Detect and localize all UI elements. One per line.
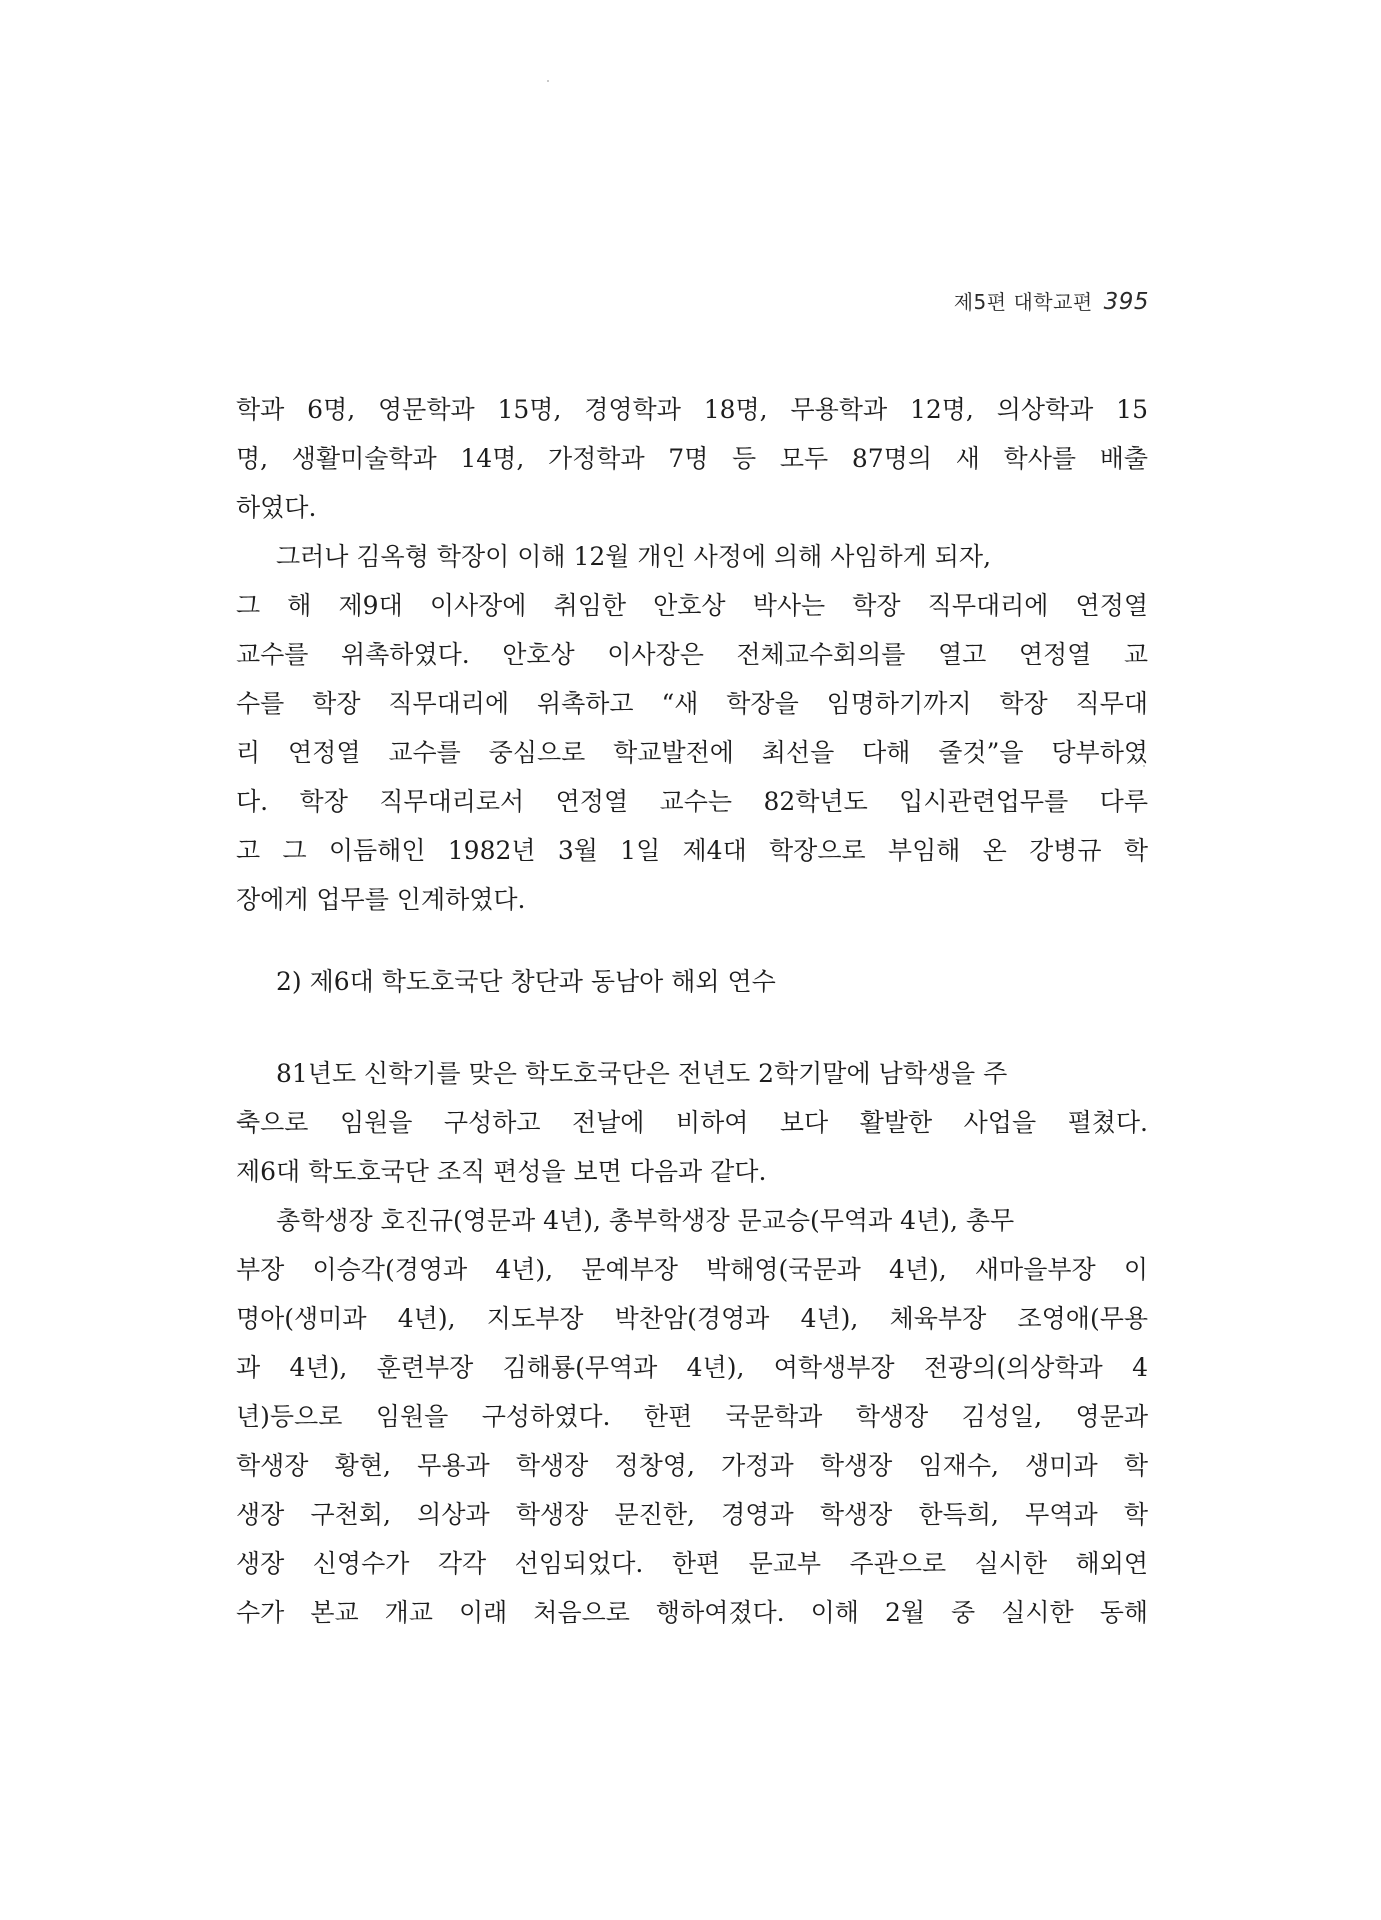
text-line: 장에게 업무를 인계하였다. bbox=[236, 885, 526, 914]
page-number: 395 bbox=[1103, 289, 1149, 315]
text-line: 수를 학장 직무대리에 위촉하고 “새 학장을 임명하기까지 학장 직무대 bbox=[236, 689, 1148, 718]
text-line: 81년도 신학기를 맞은 학도호국단은 전년도 2학기말에 남학생을 주 bbox=[276, 1059, 1008, 1088]
text-line: 축으로 임원을 구성하고 전날에 비하여 보다 활발한 사업을 펼쳤다. bbox=[236, 1108, 1148, 1137]
section-title: 제5편 대학교편 bbox=[953, 290, 1093, 314]
running-header bbox=[954, 286, 1149, 315]
text-line: 생장 신영수가 각각 선임되었다. 한편 문교부 주관으로 실시한 해외연 bbox=[236, 1549, 1148, 1578]
body-text bbox=[236, 390, 1148, 1642]
text-line: 고 그 이듬해인 1982년 3월 1일 제4대 학장으로 부임해 온 강병규 학 bbox=[236, 836, 1148, 865]
text-line: 그 해 제9대 이사장에 취임한 안호상 박사는 학장 직무대리에 연정열 bbox=[236, 591, 1148, 620]
scan-speck bbox=[547, 80, 549, 82]
text-line: 과 4년), 훈련부장 김해룡(무역과 4년), 여학생부장 전광의(의상학과 4 bbox=[236, 1353, 1148, 1382]
text-line: 하였다. bbox=[236, 493, 317, 522]
text-line: 총학생장 호진규(영문과 4년), 총부학생장 문교승(무역과 4년), 총무 bbox=[276, 1206, 1015, 1235]
text-line: 수가 본교 개교 이래 처음으로 행하여졌다. 이해 2월 중 실시한 동해 bbox=[236, 1598, 1148, 1627]
text-line: 년)등으로 임원을 구성하였다. 한편 국문학과 학생장 김성일, 영문과 bbox=[236, 1402, 1148, 1431]
text-line: 명, 생활미술학과 14명, 가정학과 7명 등 모두 87명의 새 학사를 배출 bbox=[236, 444, 1148, 473]
text-line: 제6대 학도호국단 조직 편성을 보면 다음과 같다. bbox=[236, 1157, 767, 1186]
text-line: 학생장 황현, 무용과 학생장 정창영, 가정과 학생장 임재수, 생미과 학 bbox=[236, 1451, 1148, 1480]
text-line: 다. 학장 직무대리로서 연정열 교수는 82학년도 입시관련업무를 다루 bbox=[236, 787, 1148, 816]
text-line: 학과 6명, 영문학과 15명, 경영학과 18명, 무용학과 12명, 의상학과 15 bbox=[236, 395, 1148, 424]
section-heading: 2) 제6대 학도호국단 창단과 동남아 해외 연수 bbox=[276, 967, 776, 996]
text-line: 교수를 위촉하였다. 안호상 이사장은 전체교수회의를 열고 연정열 교 bbox=[236, 640, 1148, 669]
text-line: 리 연정열 교수를 중심으로 학교발전에 최선을 다해 줄것”을 당부하였 bbox=[236, 738, 1148, 767]
text-line: 부장 이승각(경영과 4년), 문예부장 박해영(국문과 4년), 새마을부장 이 bbox=[236, 1255, 1148, 1284]
text-line: 그러나 김옥형 학장이 이해 12월 개인 사정에 의해 사임하게 되자, bbox=[276, 542, 992, 571]
text-line: 명아(생미과 4년), 지도부장 박찬암(경영과 4년), 체육부장 조영애(무용 bbox=[236, 1304, 1148, 1333]
text-line: 생장 구천회, 의상과 학생장 문진한, 경영과 학생장 한득희, 무역과 학 bbox=[236, 1500, 1148, 1529]
